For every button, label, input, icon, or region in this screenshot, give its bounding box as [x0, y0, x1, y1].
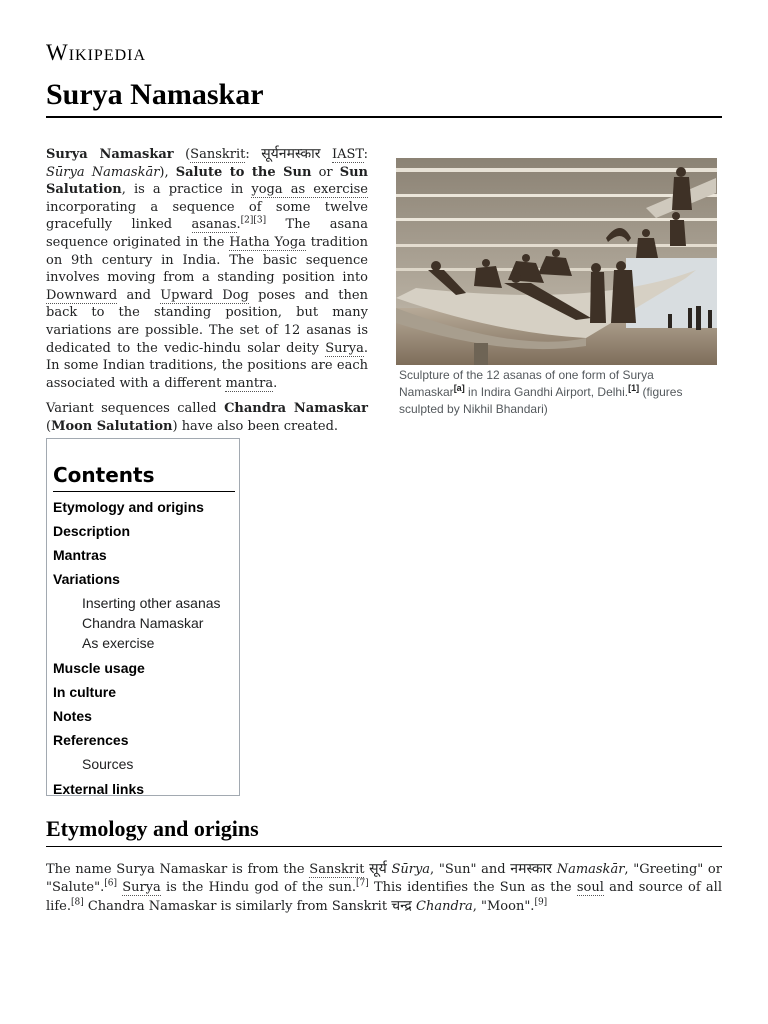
variant-name: Chandra Namaskar [224, 401, 368, 417]
devanagari-text: सूर्यनमस्कार [261, 146, 321, 162]
text: This identifies the Sun as the [368, 880, 577, 895]
lead-paragraph-2 [46, 400, 368, 435]
variant-alt-name: Moon Salutation [51, 418, 173, 434]
italic-term: Namaskār [556, 862, 625, 877]
link-iast[interactable]: IAST [331, 147, 364, 162]
toc-item[interactable]: Muscle usage [53, 660, 145, 676]
alt-name-1: Salute to the Sun [175, 164, 312, 180]
citation-ref[interactable]: [9] [534, 897, 548, 908]
toc-item[interactable]: References [53, 732, 129, 748]
link-downward[interactable]: Downward [46, 287, 118, 303]
citation-ref[interactable]: [8] [70, 897, 84, 908]
text: The name Surya Namaskar is from the [46, 862, 310, 877]
toc-subitem[interactable]: Inserting other asanas [82, 595, 221, 611]
text: : [245, 147, 262, 162]
devanagari-text: चन्द्र [391, 898, 412, 914]
text: and [117, 287, 161, 303]
etymology-paragraph [46, 860, 722, 916]
toc-subitem[interactable]: As exercise [82, 635, 155, 651]
text: and source of all life. [46, 880, 722, 914]
page-title: Surya Namaskar [46, 78, 264, 111]
text: The asana sequence originated in the [46, 217, 369, 250]
toc-item[interactable]: External links [53, 781, 145, 797]
text: or [311, 164, 340, 180]
text: . [236, 217, 241, 233]
toc-item[interactable]: Description [53, 523, 131, 539]
text: Sculpture of the 12 asanas of one form of Surya Namaskar [399, 368, 654, 399]
figure [396, 158, 717, 418]
toc-divider [53, 491, 235, 492]
text: (figures sculpted by Nikhil Bhandari) [399, 385, 683, 416]
link-sanskrit[interactable]: Sanskrit [309, 862, 365, 877]
devanagari-text: नमस्कार [510, 861, 552, 877]
text: , "Sun" and [430, 862, 511, 877]
citation-ref[interactable]: [7] [356, 878, 369, 889]
toc-item[interactable]: Variations [53, 571, 120, 587]
iast-text: Sūrya Namaskār [46, 164, 160, 180]
toc-item[interactable]: In culture [53, 684, 117, 700]
text: ( [46, 418, 52, 434]
devanagari-text: सूर्य [369, 861, 387, 877]
text: , is a practice in [121, 182, 252, 198]
text: Chandra Namaskar is similarly from Sanskrit [83, 899, 392, 914]
link-sanskrit[interactable]: Sanskrit [190, 147, 246, 162]
link-soul[interactable]: soul [576, 880, 604, 895]
italic-term: Sūrya [391, 862, 431, 877]
figure-caption [399, 367, 717, 418]
wikipedia-wordmark[interactable]: Wikipedia [46, 40, 147, 65]
link-surya[interactable]: Surya [325, 340, 364, 356]
text: . In some Indian traditions, the positions are each associated with a different [46, 340, 368, 391]
alt-name-2: Sun Salutation [46, 164, 369, 198]
link-mantra[interactable]: mantra [225, 375, 274, 391]
citation-ref[interactable]: [2][3] [240, 216, 267, 227]
sculpture-photo[interactable] [396, 158, 717, 365]
lead-section [46, 146, 368, 444]
link-hatha-yoga[interactable]: Hatha Yoga [229, 234, 306, 250]
toc-item[interactable]: Mantras [53, 547, 107, 563]
text: , "Greeting" or "Salute". [46, 862, 722, 895]
link-yoga-as-exercise[interactable]: yoga as exercise [251, 182, 368, 198]
citation-ref[interactable]: [1] [628, 383, 640, 393]
table-of-contents [46, 438, 240, 796]
text: poses and then back to the standing position, but many variations are possible. The set of 12 asanas is dedicated to the vedic-hindu solar deity [46, 287, 368, 356]
section-heading: Etymology and origins [46, 816, 259, 841]
link-upward-dog[interactable]: Upward Dog [160, 287, 249, 303]
article-term: Surya Namaskar [46, 147, 174, 162]
text [321, 147, 332, 162]
text: ), [159, 164, 176, 180]
text: . [273, 375, 278, 391]
toc-subitem[interactable]: Chandra Namaskar [82, 615, 204, 631]
text: , "Moon". [472, 899, 535, 914]
citation-ref[interactable]: [6] [104, 878, 117, 889]
link-surya[interactable]: Surya [122, 880, 161, 895]
text: Variant sequences called [46, 401, 225, 417]
note-ref[interactable]: [a] [453, 383, 465, 393]
text: tradition on 9th century in India. The basic sequence involves moving from a standing position into [46, 234, 368, 286]
toc-item[interactable]: Etymology and origins [53, 499, 204, 515]
section-divider [46, 846, 722, 847]
text: incorporating a sequence of some twelve gracefully linked [46, 199, 368, 233]
italic-term: Chandra [416, 899, 473, 914]
text: ) have also been created. [172, 418, 339, 434]
text: is the Hindu god of the sun. [160, 880, 356, 895]
lead-paragraph-1 [46, 146, 368, 392]
toc-list [53, 498, 239, 804]
link-asanas[interactable]: asanas [191, 217, 237, 233]
text: ( [173, 147, 191, 162]
text: : [363, 147, 368, 162]
toc-item[interactable]: Notes [53, 708, 92, 724]
text: in Indira Gandhi Airport, Delhi. [464, 385, 629, 399]
title-divider [46, 116, 722, 118]
toc-title: Contents [53, 463, 155, 487]
toc-subitem[interactable]: Sources [82, 756, 134, 772]
